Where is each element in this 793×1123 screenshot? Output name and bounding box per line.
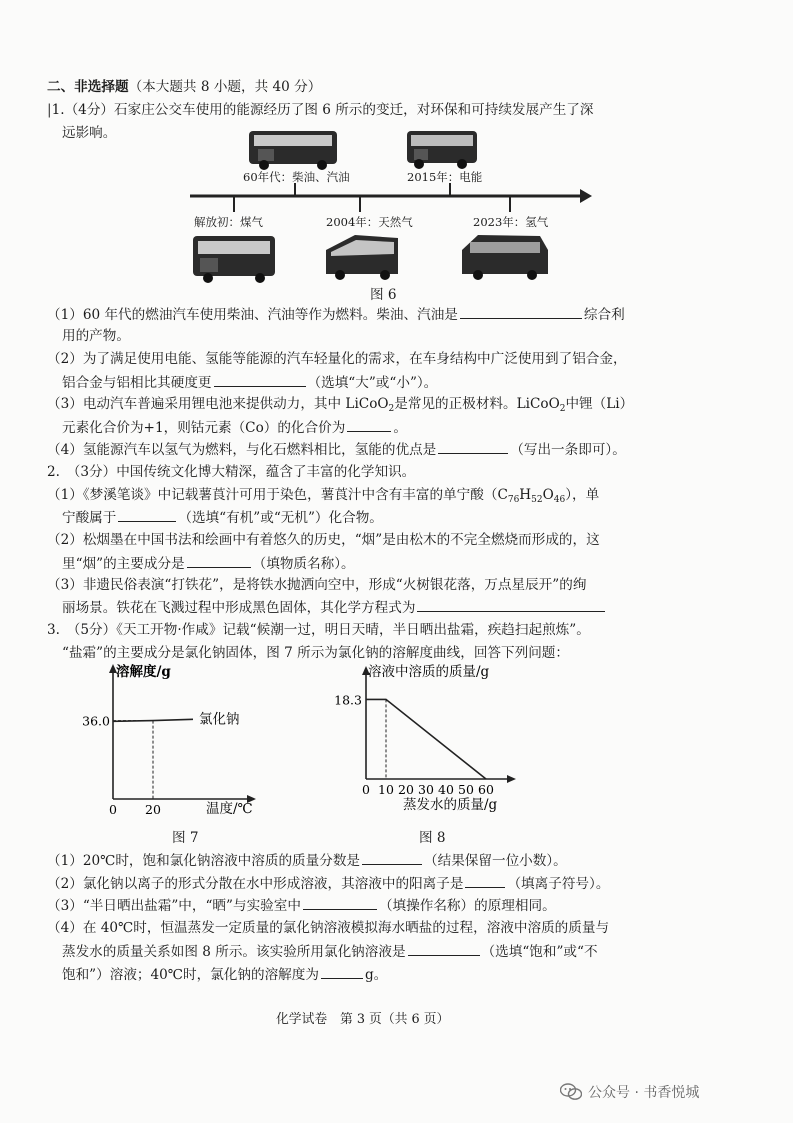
q3-part4-line2: [62, 942, 598, 961]
fig8-ytick: 18.3: [334, 692, 362, 708]
q3-part3-line: [47, 896, 556, 915]
fig7-xtick-0: 0: [109, 802, 117, 817]
watermark: [560, 1082, 699, 1102]
q2-p1-text-d: （选填“有机”或“无机”）化合物。: [178, 510, 383, 526]
q3-p3-text-a: （3）“半日晒出盐霜”中，“晒”与实验室中: [47, 898, 301, 914]
timeline-label-2023: 2023年：氢气: [473, 215, 549, 229]
fig8-xtick-10: 10: [378, 782, 394, 797]
q3-p4-blank-2[interactable]: [321, 965, 363, 979]
q3-p4-blank-1[interactable]: [408, 942, 480, 956]
q3-part4-line3: [62, 965, 387, 984]
timeline-label-liberation: 解放初：煤气: [194, 215, 263, 229]
q3-stem-b: “盐霜”的主要成分是氯化钠固体，图 7 所示为氯化钠的溶解度曲线，回答下列问题：: [62, 645, 569, 661]
fig7-ylabel: 溶解度/g: [116, 664, 171, 680]
q1-p3-text-b: 是常见的正极材料。LiCoO: [394, 396, 560, 412]
figure-6-caption: 图 6: [370, 287, 397, 303]
q1-p1-text-c: 用的产物。: [62, 328, 130, 344]
q2-p2-text-a: （2）松烟墨在中国书法和绘画中有着悠久的历史，“烟”是由松木的不完全燃烧而形成的，这: [47, 532, 600, 548]
q1-p2-text-b: 铝合金与铝相比其硬度更: [62, 375, 212, 391]
q2-p3-text-a: （3）非遗民俗表演“打铁花”，是将铁水抛洒向空中，形成“火树银花落，万点星辰开”的绚: [47, 577, 587, 593]
fig7-xlabel: 温度/℃: [206, 801, 253, 817]
fig8-line: [366, 699, 486, 779]
fig8-xtick-60: 60: [478, 782, 494, 797]
q3-part2-line: [47, 874, 609, 893]
q2-p1-o: O: [542, 487, 554, 503]
q2-p1-h: H: [519, 487, 532, 503]
q3-p4-text-d: 饱和”）溶液；40℃时，氯化钠的溶解度为: [62, 967, 319, 983]
q1-p1-text-b: 综合利: [583, 307, 625, 323]
fig8-xtick-30: 30: [418, 782, 434, 797]
watermark-text: 公众号 · 书香悦城: [588, 1085, 700, 1101]
q3-p2-blank[interactable]: [465, 874, 505, 888]
fig8-ylabel: 溶液中溶质的质量/g: [368, 664, 490, 680]
q3-p4-text-c: （选填“饱和”或“不: [481, 944, 598, 960]
fig8-xlabel: 蒸发水的质量/g: [403, 797, 498, 813]
q1-stem-a: （4分）石家庄公交车使用的能源经历了图 6 所示的变迁，对环保和可持续发展产生了深: [64, 102, 594, 118]
wechat-icon: [560, 1083, 582, 1101]
q2-p1-sub-o: 46: [553, 495, 566, 505]
fig7-ytick: 36.0: [82, 713, 110, 729]
q3-p3-text-b: （填操作名称）的原理相同。: [378, 898, 556, 914]
timeline-label-2004: 2004年：天然气: [326, 215, 413, 229]
q3-p1-text-a: （1）20℃时，饱和氯化钠溶液中溶质的质量分数是: [47, 853, 361, 869]
q1-stem-b: 远影响。: [62, 125, 117, 141]
q2-stem: 2. （3分）中国传统文化博大精深，蕴含了丰富的化学知识。: [47, 464, 416, 480]
fig7-series-label: 氯化钠: [199, 711, 240, 728]
q3-stem-a: 3. （5分）《天工开物·作咸》记载“候潮一过，明日天晴，半日晒出盐霜，疾趋扫起煎炼”。: [47, 622, 590, 638]
q1-p2-text-a: （2）为了满足使用电能、氢能等能源的汽车轻量化的需求，在车身结构中广泛使用到了铝合金，: [47, 351, 627, 367]
q2-p2-text-b: 里“烟”的主要成分是: [62, 556, 185, 572]
q2-p1-text-b: ），单: [565, 487, 600, 503]
q3-p1-text-b: （结果保留一位小数）。: [424, 853, 567, 869]
timeline-label-60s: 60年代：柴油、汽油: [243, 170, 350, 184]
q2-p1-text-c: 宁酸属于: [62, 510, 117, 526]
fig8-x-arrow: [507, 775, 516, 783]
q2-p1-text-a: （1）《梦溪笔谈》中记载薯莨汁可用于染色，薯莨汁中含有丰富的单宁酸（C: [47, 487, 508, 503]
q2-p2-text-c: （填物质名称）。: [252, 556, 355, 572]
q2-p1-sub-c: 76: [507, 495, 520, 505]
page-footer: 化学试卷 第 3 页（共 6 页）: [276, 1012, 450, 1027]
q3-p3-blank[interactable]: [303, 896, 377, 910]
q3-p4-text-e: g。: [364, 967, 388, 983]
q3-p4-text-a: （4）在 40℃时，恒温蒸发一定质量的氯化钠溶液模拟海水晒盐的过程，溶液中溶质的质量与: [47, 920, 610, 936]
fig8-xtick-0: 0: [362, 782, 370, 797]
q2-p1-sub-h: 52: [531, 495, 543, 505]
section-title: 二、非选择题: [47, 79, 129, 95]
q3-part1-line: [47, 851, 567, 870]
q1-p3-sub-1: 2: [388, 404, 395, 414]
section-note: （本大题共 8 小题，共 40 分）: [128, 79, 322, 95]
q1-p3-text-a: （3）电动汽车普遍采用锂电池来提供动力，其中 LiCoO: [47, 396, 389, 412]
q3-p2-text-a: （2）氯化钠以离子的形式分散在水中形成溶液，其溶液中的阳离子是: [47, 876, 464, 892]
q1-p3-text-e: 。: [393, 420, 407, 436]
q1-p4-text-b: （写出一条即可）。: [510, 442, 626, 458]
figure-7-caption: 图 7: [172, 830, 199, 846]
q3-p1-blank[interactable]: [362, 851, 422, 865]
q1-p2-text-c: （选填“大”或“小”）。: [307, 375, 438, 391]
q1-p3-text-d: 元素化合价为+1，则钴元素（Co）的化合价为: [62, 420, 346, 436]
figure-8-caption: 图 8: [419, 830, 446, 846]
q1-number: 1.: [51, 102, 65, 118]
q1-stem-line1: |1.（4分）石家庄公交车使用的能源经历了图 6 所示的变迁，对环保和可持续发展产生了深: [47, 102, 594, 118]
q1-p3-text-c: 中锂（Li）: [565, 396, 634, 412]
q2-p3-text-b: 丽场景。铁花在飞溅过程中形成黑色固体，其化学方程式为: [62, 600, 416, 616]
q1-p1-text-a: （1）60 年代的燃油汽车使用柴油、汽油等作为燃料。柴油、汽油是: [47, 307, 458, 323]
q1-p4-text-a: （4）氢能源汽车以氢气为燃料，与化石燃料相比，氢能的优点是: [47, 442, 437, 458]
fig8-xtick-50: 50: [458, 782, 474, 797]
q3-p4-text-b: 蒸发水的质量关系如图 8 所示。该实验所用氯化钠溶液是: [62, 944, 406, 960]
fig8-xtick-20: 20: [398, 782, 414, 797]
q1-p3-sub-2: 2: [559, 404, 566, 414]
fig7-xtick-20: 20: [145, 802, 161, 817]
q3-p2-text-b: （填离子符号）。: [507, 876, 610, 892]
timeline-label-2015: 2015年：电能: [407, 170, 483, 184]
fig8-xtick-40: 40: [438, 782, 454, 797]
